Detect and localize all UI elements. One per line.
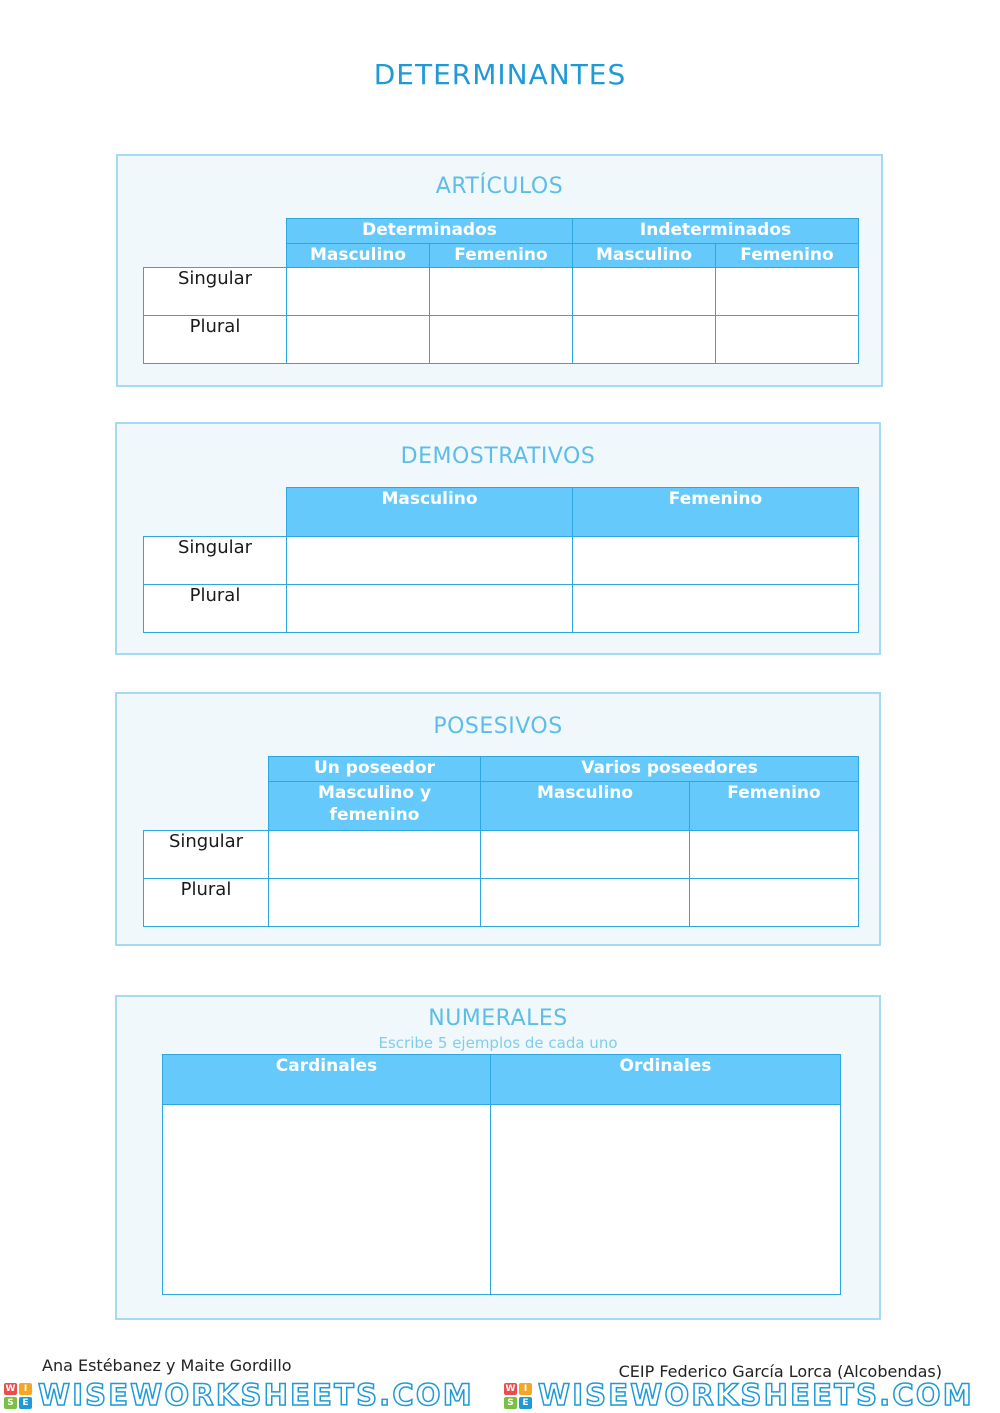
- watermark: [500, 1378, 1000, 1413]
- answer-cell[interactable]: [716, 316, 859, 364]
- demostrativos-table: [143, 487, 859, 633]
- answer-cell[interactable]: [573, 316, 716, 364]
- header-masculino-y-femenino: Masculino y femenino: [269, 782, 481, 831]
- answer-cell-ordinales[interactable]: [491, 1105, 841, 1295]
- header-cardinales: Cardinales: [163, 1055, 491, 1105]
- header-un-poseedor: Un poseedor: [269, 757, 481, 782]
- section-subtitle: Escribe 5 ejemplos de cada uno: [378, 1034, 618, 1052]
- row-label-singular: Singular: [144, 537, 287, 585]
- header-femenino: Femenino: [573, 488, 859, 537]
- header-masculino: Masculino: [481, 782, 690, 831]
- answer-cell[interactable]: [690, 831, 859, 879]
- answer-cell[interactable]: [716, 268, 859, 316]
- section-posesivos: [115, 692, 881, 946]
- posesivos-table: [143, 756, 859, 927]
- watermark-strip: [0, 1378, 1000, 1413]
- section-title: DEMOSTRATIVOS: [400, 444, 596, 469]
- answer-cell[interactable]: [430, 268, 573, 316]
- answer-cell[interactable]: [481, 879, 690, 927]
- header-varios-poseedores: Varios poseedores: [481, 757, 859, 782]
- answer-cell-cardinales[interactable]: [163, 1105, 491, 1295]
- watermark: [0, 1378, 500, 1413]
- section-numerales: [115, 995, 881, 1320]
- row-label-plural: Plural: [144, 879, 269, 927]
- section-title: ARTÍCULOS: [435, 174, 564, 199]
- section-title: NUMERALES: [428, 1006, 568, 1031]
- row-label-singular: Singular: [144, 268, 287, 316]
- footer-school: CEIP Federico García Lorca (Alcobendas): [618, 1362, 942, 1381]
- section-articulos: [116, 154, 883, 387]
- wise-logo-icon: W I S E: [4, 1383, 34, 1409]
- wise-logo-icon: W I S E: [504, 1383, 534, 1409]
- answer-cell[interactable]: [430, 316, 573, 364]
- footer-authors: Ana Estébanez y Maite Gordillo: [42, 1356, 292, 1375]
- answer-cell[interactable]: [287, 316, 430, 364]
- answer-cell[interactable]: [269, 831, 481, 879]
- answer-cell[interactable]: [287, 268, 430, 316]
- articulos-table: [143, 218, 859, 364]
- header-femenino: Femenino: [716, 244, 859, 268]
- answer-cell[interactable]: [287, 585, 573, 633]
- answer-cell[interactable]: [573, 537, 859, 585]
- header-femenino: Femenino: [430, 244, 573, 268]
- numerales-table: [162, 1054, 841, 1295]
- watermark-text: WISEWORKSHEETS.COM: [38, 1378, 474, 1412]
- answer-cell[interactable]: [573, 585, 859, 633]
- section-title: POSESIVOS: [433, 714, 563, 739]
- header-indeterminados: Indeterminados: [573, 219, 859, 244]
- header-masculino: Masculino: [287, 244, 430, 268]
- header-femenino: Femenino: [690, 782, 859, 831]
- header-masculino: Masculino: [287, 488, 573, 537]
- answer-cell[interactable]: [481, 831, 690, 879]
- answer-cell[interactable]: [269, 879, 481, 927]
- section-demostrativos: [115, 422, 881, 655]
- row-label-plural: Plural: [144, 316, 287, 364]
- watermark-text: WISEWORKSHEETS.COM: [538, 1378, 974, 1412]
- header-determinados: Determinados: [287, 219, 573, 244]
- row-label-singular: Singular: [144, 831, 269, 879]
- answer-cell[interactable]: [573, 268, 716, 316]
- answer-cell[interactable]: [690, 879, 859, 927]
- header-masculino: Masculino: [573, 244, 716, 268]
- page-title: DETERMINANTES: [373, 58, 627, 91]
- answer-cell[interactable]: [287, 537, 573, 585]
- row-label-plural: Plural: [144, 585, 287, 633]
- header-ordinales: Ordinales: [491, 1055, 841, 1105]
